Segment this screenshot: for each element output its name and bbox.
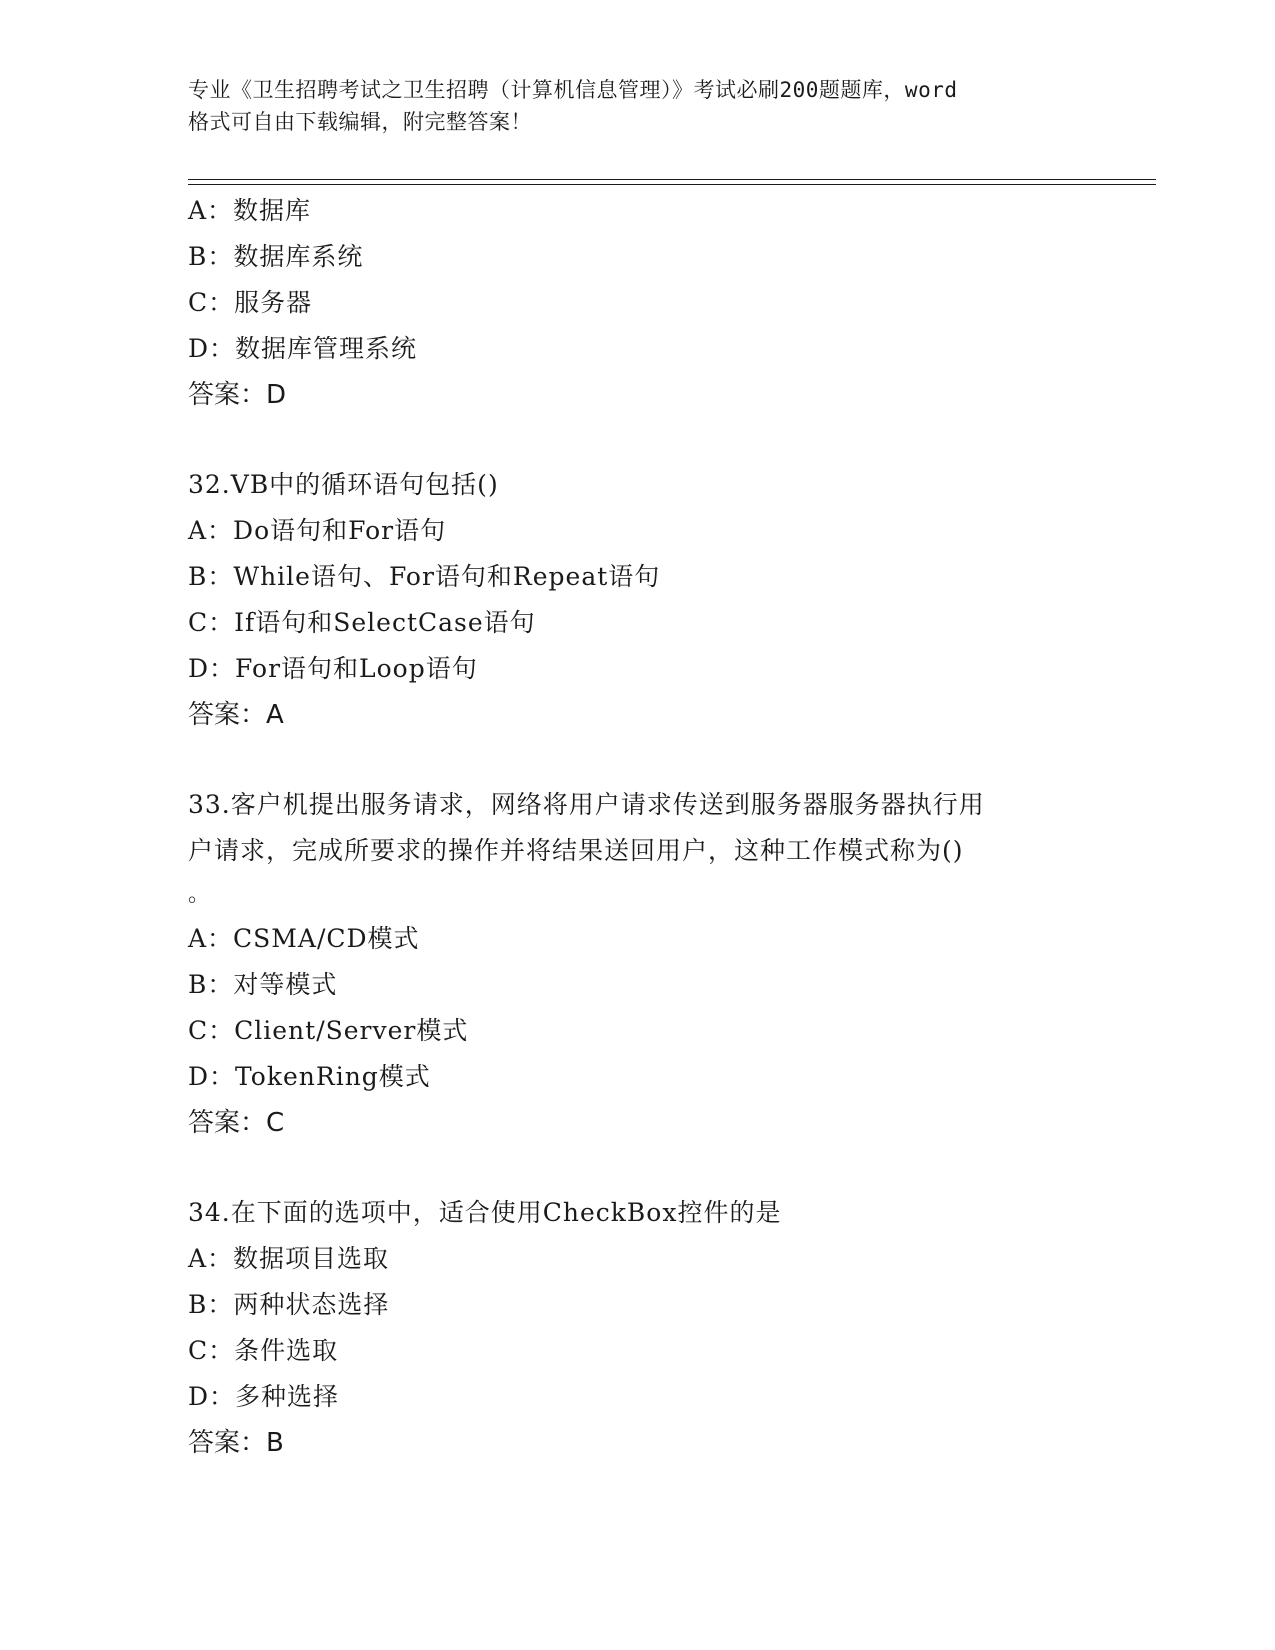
option-c: C：服务器 (188, 288, 313, 317)
option-a: A：数据项目选取 (188, 1244, 390, 1273)
question-line-2: 户请求，完成所要求的操作并将结果送回用户，这种工作模式称为() (188, 836, 964, 865)
option-d: D：数据库管理系统 (188, 334, 418, 363)
question-line-3: 。 (188, 882, 212, 907)
question-32 (188, 462, 1088, 738)
question-31 (188, 188, 1088, 418)
option-d: D：多种选择 (188, 1382, 340, 1411)
header-divider-top (188, 179, 1156, 180)
option-b: B：数据库系统 (188, 242, 364, 271)
option-b: B：两种状态选择 (188, 1290, 390, 1319)
answer: 答案：A (188, 700, 284, 730)
option-d: D：For语句和Loop语句 (188, 654, 478, 683)
question-34 (188, 1190, 1088, 1466)
option-c: C：Client/Server模式 (188, 1016, 469, 1045)
header-divider-bottom (188, 184, 1156, 185)
header-line-2: 格式可自由下载编辑，附完整答案！ (188, 110, 532, 134)
question-text (188, 782, 1068, 916)
answer: 答案：B (188, 1428, 284, 1458)
option-c: C：If语句和SelectCase语句 (188, 608, 536, 637)
option-a: A：Do语句和For语句 (188, 516, 447, 545)
option-a: A：CSMA/CD模式 (188, 924, 420, 953)
question-line-1: 33.客户机提出服务请求，网络将用户请求传送到服务器服务器执行用 (188, 790, 985, 819)
question-text: 34.在下面的选项中，适合使用CheckBox控件的是 (188, 1198, 782, 1227)
option-a: A：数据库 (188, 196, 312, 225)
document-header (188, 74, 1088, 138)
question-33 (188, 782, 1088, 1146)
question-list (188, 188, 1088, 1466)
answer: 答案：C (188, 1108, 285, 1138)
option-c: C：条件选取 (188, 1336, 339, 1365)
question-text: 32.VB中的循环语句包括() (188, 470, 499, 499)
answer: 答案：D (188, 380, 287, 410)
option-b: B：对等模式 (188, 970, 338, 999)
option-b: B：While语句、For语句和Repeat语句 (188, 562, 661, 591)
header-line-1: 专业《卫生招聘考试之卫生招聘（计算机信息管理）》考试必刷200题题库，word (188, 78, 958, 102)
option-d: D：TokenRing模式 (188, 1062, 431, 1091)
